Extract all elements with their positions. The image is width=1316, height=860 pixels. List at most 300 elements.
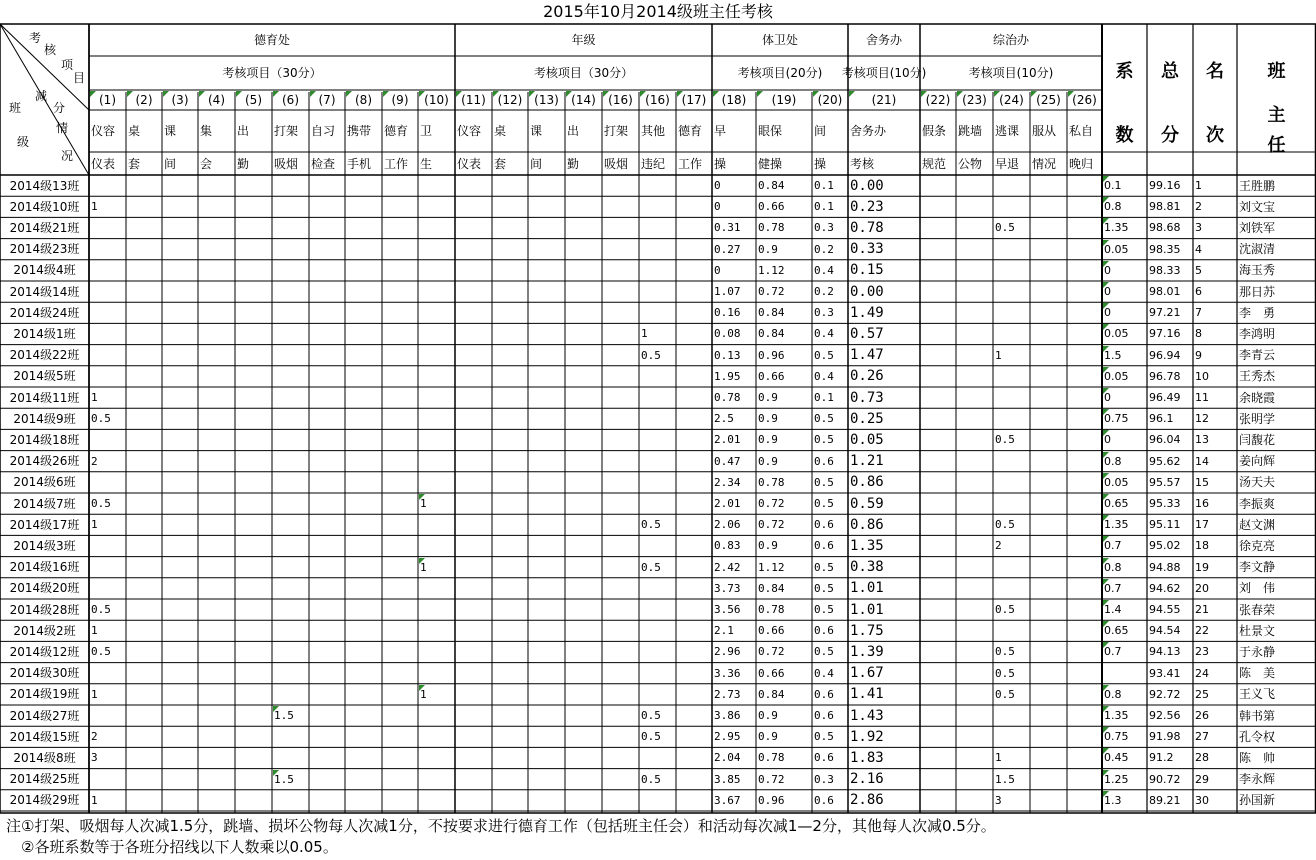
cell-col-18: 0.78 bbox=[714, 391, 741, 405]
column-number-5: (5) bbox=[245, 93, 262, 107]
row-teacher: 杜景文 bbox=[1239, 623, 1276, 638]
cell-col-21: 1.01 bbox=[850, 580, 884, 597]
column-number-16: (16) bbox=[645, 93, 670, 107]
cell-col-1: 1 bbox=[91, 391, 98, 405]
row-teacher: 韩书第 bbox=[1239, 708, 1276, 723]
row-total-score: 98.68 bbox=[1149, 221, 1181, 235]
cell-col-19: 0.66 bbox=[758, 624, 785, 638]
header-total-b: 分 bbox=[1161, 125, 1179, 146]
column-number-22: (22) bbox=[925, 93, 951, 107]
row-coefficient: 0.7 bbox=[1104, 581, 1122, 595]
row-teacher: 孙国新 bbox=[1239, 793, 1276, 808]
cell-col-18: 2.5 bbox=[714, 412, 734, 426]
header-teacher-c: 任 bbox=[1267, 135, 1286, 156]
row-class-name: 2014级6班 bbox=[13, 475, 76, 490]
cell-col-18: 3.73 bbox=[714, 581, 741, 595]
cell-col-18: 2.1 bbox=[714, 624, 734, 638]
row-class-name: 2014级28班 bbox=[9, 602, 80, 617]
cell-col-24: 1 bbox=[995, 348, 1002, 362]
row-teacher: 李青云 bbox=[1239, 348, 1276, 363]
cell-col-24: 0.5 bbox=[995, 645, 1015, 659]
row-total-score: 99.16 bbox=[1149, 179, 1181, 193]
row-total-score: 98.35 bbox=[1149, 242, 1181, 256]
cell-comment-marker bbox=[419, 558, 425, 564]
row-coefficient: 0.8 bbox=[1104, 200, 1122, 214]
row-teacher: 李永辉 bbox=[1239, 772, 1276, 787]
column-comment-marker bbox=[456, 91, 462, 97]
corner-label-7: 况 bbox=[60, 149, 73, 163]
cell-col-20: 0.1 bbox=[814, 179, 834, 193]
header-coef-a: 系 bbox=[1115, 61, 1134, 82]
row-coefficient: 1.3 bbox=[1104, 793, 1122, 807]
cell-col-18: 1.95 bbox=[714, 369, 741, 383]
cell-col-24: 0.5 bbox=[995, 221, 1015, 235]
row-total-score: 98.33 bbox=[1149, 263, 1181, 277]
cell-col-18: 0 bbox=[714, 179, 721, 193]
column-title-bottom-19: 健操 bbox=[758, 156, 783, 171]
column-title-top-6: 打架 bbox=[274, 124, 299, 138]
column-title-bottom-16: 违纪 bbox=[641, 156, 666, 171]
row-coefficient: 0.45 bbox=[1104, 751, 1129, 765]
column-comment-marker bbox=[566, 91, 572, 97]
row-coefficient: 1.5 bbox=[1104, 348, 1122, 362]
row-rank: 3 bbox=[1195, 221, 1202, 235]
row-total-score: 94.54 bbox=[1149, 624, 1181, 638]
column-comment-marker bbox=[1068, 91, 1074, 97]
cell-col-18: 1.07 bbox=[714, 285, 741, 299]
row-coefficient: 0.8 bbox=[1104, 560, 1122, 574]
row-class-name: 2014级25班 bbox=[9, 772, 80, 787]
row-teacher: 刘 伟 bbox=[1239, 581, 1276, 596]
group-subheader-2: 考核项目(20分) bbox=[737, 66, 823, 80]
row-class-name: 2014级12班 bbox=[9, 644, 80, 659]
column-number-19: (19) bbox=[771, 93, 797, 107]
row-coefficient bbox=[1102, 663, 1147, 684]
row-coefficient: 0 bbox=[1104, 263, 1111, 277]
row-class-name: 2014级5班 bbox=[13, 369, 76, 384]
cell-col-1: 0.5 bbox=[91, 412, 111, 426]
cell-col-6: 1.5 bbox=[274, 772, 294, 786]
row-rank: 28 bbox=[1195, 751, 1209, 765]
cell-comment-marker bbox=[419, 685, 425, 691]
cell-comment-marker bbox=[273, 706, 279, 712]
column-title-top-7: 自习 bbox=[311, 124, 336, 138]
column-title-top-2: 桌 bbox=[128, 124, 141, 138]
group-subheader-3: 考核项目(10分) bbox=[841, 66, 927, 80]
cell-col-19: 0.9 bbox=[758, 242, 778, 256]
cell-col-21: 1.21 bbox=[850, 453, 884, 470]
cell-col-21: 1.47 bbox=[850, 347, 884, 364]
cell-col-24: 0.5 bbox=[995, 687, 1015, 701]
cell-col-24: 0.5 bbox=[995, 433, 1015, 447]
cell-col-19: 0.84 bbox=[758, 327, 785, 341]
row-teacher: 李振爽 bbox=[1239, 496, 1276, 511]
row-coefficient: 0 bbox=[1104, 433, 1111, 447]
cell-col-19: 0.96 bbox=[758, 348, 785, 362]
cell-col-21: 1.75 bbox=[850, 622, 884, 639]
column-title-bottom-18: 操 bbox=[714, 156, 727, 171]
cell-col-20: 0.4 bbox=[814, 369, 834, 383]
row-coefficient: 1.35 bbox=[1104, 518, 1129, 532]
row-teacher: 刘文宝 bbox=[1239, 199, 1276, 214]
row-total-score: 96.04 bbox=[1149, 433, 1181, 447]
column-comment-marker bbox=[640, 91, 646, 97]
cell-col-19: 0.96 bbox=[758, 793, 785, 807]
cell-col-16: 0.5 bbox=[641, 348, 661, 362]
cell-col-19: 0.66 bbox=[758, 369, 785, 383]
column-title-top-9: 德育 bbox=[384, 124, 409, 138]
cell-col-19: 0.78 bbox=[758, 475, 785, 489]
column-title-top-16: 其他 bbox=[641, 124, 666, 138]
cell-col-18: 2.42 bbox=[714, 560, 741, 574]
cell-col-19: 0.78 bbox=[758, 751, 785, 765]
cell-col-20: 0.5 bbox=[814, 348, 834, 362]
column-title-bottom-20: 操 bbox=[814, 156, 827, 171]
cell-col-19: 0.66 bbox=[758, 200, 785, 214]
row-rank: 26 bbox=[1195, 709, 1209, 723]
cell-col-20: 0.2 bbox=[814, 285, 834, 299]
column-title-top-15: 打架 bbox=[604, 124, 629, 138]
cell-col-20: 0.5 bbox=[814, 433, 834, 447]
column-title-bottom-24: 早退 bbox=[995, 156, 1020, 171]
column-number-2: (2) bbox=[135, 93, 153, 107]
row-teacher: 刘铁军 bbox=[1239, 220, 1276, 235]
column-comment-marker bbox=[493, 91, 499, 97]
row-class-name: 2014级23班 bbox=[9, 242, 80, 257]
row-total-score: 92.72 bbox=[1149, 687, 1181, 701]
cell-col-16: 1 bbox=[641, 327, 648, 341]
column-comment-marker bbox=[529, 91, 535, 97]
cell-col-20: 0.1 bbox=[814, 391, 834, 405]
row-rank: 4 bbox=[1195, 242, 1202, 256]
row-rank: 2 bbox=[1195, 200, 1202, 214]
column-title-bottom-22: 规范 bbox=[922, 156, 947, 171]
cell-col-20: 0.5 bbox=[814, 603, 834, 617]
note-line-2: ②各班系数等于各班分招线以下人数乘以0.05。 bbox=[6, 837, 338, 856]
cell-col-20: 0.2 bbox=[814, 242, 834, 256]
column-number-1: (1) bbox=[99, 93, 116, 107]
row-class-name: 2014级14班 bbox=[9, 284, 80, 299]
cell-col-18: 3.56 bbox=[714, 603, 741, 617]
column-number-9: (9) bbox=[391, 93, 409, 107]
cell-col-21: 2.86 bbox=[850, 792, 884, 809]
column-title-bottom-13: 间 bbox=[530, 156, 543, 171]
column-title-bottom-1: 仪表 bbox=[91, 156, 116, 171]
row-total-score: 93.41 bbox=[1149, 666, 1181, 680]
row-teacher: 张春荣 bbox=[1239, 602, 1276, 617]
cell-col-19: 0.9 bbox=[758, 709, 778, 723]
cell-col-19: 1.12 bbox=[758, 263, 785, 277]
cell-col-24: 1 bbox=[995, 751, 1002, 765]
row-total-score: 94.55 bbox=[1149, 603, 1181, 617]
column-number-17: (17) bbox=[681, 93, 707, 107]
column-number-6: (6) bbox=[282, 93, 299, 107]
cell-col-20: 0.6 bbox=[814, 751, 834, 765]
cell-col-20: 0.3 bbox=[814, 772, 834, 786]
column-number-25: (25) bbox=[1036, 93, 1061, 107]
corner-label-1: 核 bbox=[43, 43, 56, 57]
row-rank: 14 bbox=[1195, 454, 1209, 468]
row-rank: 17 bbox=[1195, 518, 1209, 532]
cell-col-21: 0.86 bbox=[850, 474, 884, 491]
corner-label-2: 项 bbox=[60, 58, 73, 72]
row-class-name: 2014级10班 bbox=[9, 199, 80, 214]
row-coefficient: 0.8 bbox=[1104, 454, 1122, 468]
cell-col-18: 0 bbox=[714, 200, 721, 214]
column-title-bottom-12: 套 bbox=[494, 156, 507, 171]
column-comment-marker bbox=[603, 91, 609, 97]
row-total-score: 95.62 bbox=[1149, 454, 1181, 468]
row-teacher: 孔令权 bbox=[1239, 729, 1276, 744]
row-class-name: 2014级9班 bbox=[13, 411, 76, 426]
cell-col-19: 0.9 bbox=[758, 412, 778, 426]
cell-col-20: 0.6 bbox=[814, 518, 834, 532]
row-class-name: 2014级22班 bbox=[9, 348, 80, 363]
row-total-score: 96.78 bbox=[1149, 369, 1181, 383]
column-title-top-1: 仪容 bbox=[91, 124, 116, 138]
row-coefficient: 0.75 bbox=[1104, 730, 1129, 744]
row-rank: 19 bbox=[1195, 560, 1209, 574]
cell-col-19: 0.9 bbox=[758, 730, 778, 744]
row-teacher: 陈 美 bbox=[1239, 666, 1276, 681]
column-comment-marker bbox=[90, 91, 96, 97]
corner-label-8: 班 bbox=[8, 101, 21, 115]
cell-col-19: 0.78 bbox=[758, 603, 785, 617]
column-title-top-8: 携带 bbox=[347, 124, 372, 138]
cell-col-20: 0.6 bbox=[814, 709, 834, 723]
row-total-score: 91.98 bbox=[1149, 730, 1181, 744]
column-comment-marker bbox=[383, 91, 389, 97]
column-comment-marker bbox=[310, 91, 316, 97]
cell-col-18: 0.47 bbox=[714, 454, 741, 468]
column-title-bottom-3: 间 bbox=[164, 156, 177, 171]
cell-col-21: 2.16 bbox=[850, 771, 884, 788]
column-comment-marker bbox=[757, 91, 763, 97]
row-total-score: 97.16 bbox=[1149, 327, 1181, 341]
cell-col-18: 0.31 bbox=[714, 221, 741, 235]
row-coefficient: 0.05 bbox=[1104, 327, 1129, 341]
column-title-bottom-21: 考核 bbox=[850, 156, 875, 171]
row-class-name: 2014级1班 bbox=[13, 326, 76, 341]
column-number-7: (7) bbox=[318, 93, 336, 107]
column-number-11: (11) bbox=[461, 93, 486, 107]
note-line-1: 注①打架、吸烟每人次减1.5分，跳墙、损坏公物每人次减1分，不按要求进行德育工作（包括班主任会）和活动每次减1—2分，其他每人次减0.5分。 bbox=[6, 816, 996, 835]
cell-col-18: 2.01 bbox=[714, 497, 741, 511]
row-class-name: 2014级29班 bbox=[9, 793, 80, 808]
row-teacher: 姜向辉 bbox=[1239, 454, 1276, 469]
row-rank: 9 bbox=[1195, 348, 1202, 362]
cell-col-19: 0.9 bbox=[758, 391, 778, 405]
cell-col-21: 0.33 bbox=[850, 241, 884, 258]
row-rank: 24 bbox=[1195, 666, 1209, 680]
column-number-13: (13) bbox=[534, 93, 559, 107]
cell-col-1: 1 bbox=[91, 793, 98, 807]
column-title-top-26: 私自 bbox=[1069, 124, 1094, 138]
row-total-score: 96.49 bbox=[1149, 391, 1181, 405]
column-title-bottom-15: 吸烟 bbox=[604, 156, 629, 171]
row-teacher: 那日苏 bbox=[1239, 284, 1276, 299]
row-total-score: 96.94 bbox=[1149, 348, 1181, 362]
column-number-18: (18) bbox=[721, 93, 747, 107]
cell-col-19: 1.12 bbox=[758, 560, 785, 574]
row-coefficient: 1.35 bbox=[1104, 221, 1129, 235]
column-comment-marker bbox=[677, 91, 683, 97]
row-teacher: 李文静 bbox=[1239, 560, 1276, 575]
row-rank: 11 bbox=[1195, 391, 1209, 405]
row-class-name: 2014级20班 bbox=[9, 581, 80, 596]
cell-col-21: 1.43 bbox=[850, 707, 884, 724]
cell-col-21: 0.05 bbox=[850, 431, 884, 448]
row-total-score: 98.01 bbox=[1149, 285, 1181, 299]
row-rank: 7 bbox=[1195, 306, 1202, 320]
column-number-21: (21) bbox=[871, 93, 897, 107]
row-total-score: 90.72 bbox=[1149, 772, 1181, 786]
header-coef-b: 数 bbox=[1115, 125, 1134, 146]
row-teacher: 李鸿明 bbox=[1239, 326, 1276, 341]
cell-col-21: 1.49 bbox=[850, 304, 884, 321]
column-number-4: (4) bbox=[208, 93, 225, 107]
cell-col-1: 3 bbox=[91, 751, 98, 765]
row-class-name: 2014级16班 bbox=[9, 560, 80, 575]
cell-col-19: 0.9 bbox=[758, 539, 778, 553]
cell-col-24: 0.5 bbox=[995, 603, 1015, 617]
row-teacher: 赵文渊 bbox=[1239, 517, 1276, 532]
row-coefficient: 0.05 bbox=[1104, 369, 1129, 383]
row-class-name: 2014级24班 bbox=[9, 305, 80, 320]
cell-col-24: 0.5 bbox=[995, 518, 1015, 532]
cell-col-1: 2 bbox=[91, 730, 98, 744]
column-comment-marker bbox=[921, 91, 927, 97]
row-teacher: 王胜鹏 bbox=[1239, 178, 1276, 193]
group-header-4: 综治办 bbox=[992, 33, 1029, 47]
cell-col-20: 0.5 bbox=[814, 412, 834, 426]
cell-col-18: 0.13 bbox=[714, 348, 741, 362]
group-header-3: 舍务办 bbox=[865, 33, 902, 47]
cell-col-21: 1.01 bbox=[850, 601, 884, 618]
row-rank: 20 bbox=[1195, 581, 1209, 595]
column-title-top-23: 跳墙 bbox=[958, 124, 983, 138]
cell-col-19: 0.66 bbox=[758, 666, 785, 680]
row-total-score: 95.11 bbox=[1149, 518, 1181, 532]
group-subheader-1: 考核项目（30分） bbox=[533, 66, 634, 80]
header-rank-a: 名 bbox=[1206, 61, 1224, 82]
cell-col-20: 0.3 bbox=[814, 221, 834, 235]
cell-col-21: 0.86 bbox=[850, 516, 884, 533]
row-coefficient: 1.4 bbox=[1104, 603, 1122, 617]
row-coefficient: 0.7 bbox=[1104, 645, 1122, 659]
cell-col-21: 0.38 bbox=[850, 559, 884, 576]
row-teacher: 闫馥花 bbox=[1239, 432, 1276, 447]
group-header-0: 德育处 bbox=[253, 33, 290, 47]
header-total-a: 总 bbox=[1161, 61, 1179, 82]
cell-col-21: 1.67 bbox=[850, 665, 884, 682]
group-subheader-4: 考核项目(10分) bbox=[968, 66, 1054, 80]
cell-col-20: 0.3 bbox=[814, 306, 834, 320]
cell-comment-marker bbox=[273, 770, 279, 776]
cell-col-24: 2 bbox=[995, 539, 1002, 553]
row-rank: 6 bbox=[1195, 285, 1202, 299]
cell-col-20: 0.4 bbox=[814, 666, 834, 680]
column-number-12: (12) bbox=[497, 93, 523, 107]
cell-col-10: 1 bbox=[420, 687, 427, 701]
column-number-23: (23) bbox=[962, 93, 987, 107]
cell-col-21: 0.00 bbox=[850, 177, 884, 194]
row-coefficient: 0.75 bbox=[1104, 412, 1129, 426]
cell-col-1: 0.5 bbox=[91, 603, 111, 617]
column-title-bottom-11: 仪表 bbox=[457, 156, 482, 171]
row-rank: 30 bbox=[1195, 793, 1209, 807]
row-total-score: 94.13 bbox=[1149, 645, 1181, 659]
column-title-top-4: 集 bbox=[200, 124, 213, 138]
row-class-name: 2014级27班 bbox=[9, 708, 80, 723]
cell-col-24: 0.5 bbox=[995, 666, 1015, 680]
column-comment-marker bbox=[1031, 91, 1037, 97]
row-coefficient: 1.25 bbox=[1104, 772, 1129, 786]
column-number-24: (24) bbox=[999, 93, 1024, 107]
row-coefficient: 0.65 bbox=[1104, 624, 1129, 638]
row-class-name: 2014级19班 bbox=[9, 687, 80, 702]
cell-col-19: 0.84 bbox=[758, 306, 785, 320]
column-title-bottom-23: 公物 bbox=[958, 156, 983, 171]
row-total-score: 97.21 bbox=[1149, 306, 1181, 320]
row-rank: 23 bbox=[1195, 645, 1209, 659]
cell-col-1: 2 bbox=[91, 454, 98, 468]
cell-col-21: 0.00 bbox=[850, 283, 884, 300]
row-coefficient: 0.1 bbox=[1104, 179, 1122, 193]
group-header-2: 体卫处 bbox=[761, 33, 798, 47]
row-teacher: 海玉秀 bbox=[1239, 263, 1276, 278]
column-title-top-5: 出 bbox=[237, 124, 250, 138]
column-title-top-11: 仪容 bbox=[457, 124, 482, 138]
header-rank-b: 次 bbox=[1206, 125, 1224, 146]
row-total-score: 98.81 bbox=[1149, 200, 1181, 214]
cell-col-18: 0.08 bbox=[714, 327, 741, 341]
cell-col-21: 0.57 bbox=[850, 325, 884, 342]
cell-col-1: 1 bbox=[91, 200, 98, 214]
cell-col-19: 0.78 bbox=[758, 221, 785, 235]
column-title-top-13: 课 bbox=[530, 124, 543, 138]
row-class-name: 2014级7班 bbox=[13, 496, 76, 511]
row-class-name: 2014级13班 bbox=[9, 178, 80, 193]
row-coefficient: 0.05 bbox=[1104, 475, 1129, 489]
row-total-score: 96.1 bbox=[1149, 412, 1174, 426]
row-total-score: 91.2 bbox=[1149, 751, 1174, 765]
row-teacher: 王秀杰 bbox=[1239, 369, 1276, 384]
column-title-bottom-4: 会 bbox=[200, 156, 213, 171]
column-title-top-14: 出 bbox=[567, 124, 580, 138]
row-teacher: 余晓霞 bbox=[1239, 390, 1276, 405]
row-total-score: 94.62 bbox=[1149, 581, 1181, 595]
cell-col-20: 0.4 bbox=[814, 327, 834, 341]
group-header-1: 年级 bbox=[571, 33, 596, 47]
column-title-bottom-26: 晚归 bbox=[1069, 156, 1094, 171]
column-number-3: (3) bbox=[171, 93, 189, 107]
cell-col-21: 1.35 bbox=[850, 537, 884, 554]
row-teacher: 王义飞 bbox=[1239, 687, 1276, 702]
column-comment-marker bbox=[236, 91, 242, 97]
column-title-top-12: 桌 bbox=[494, 124, 507, 138]
row-rank: 13 bbox=[1195, 433, 1209, 447]
row-coefficient: 0.7 bbox=[1104, 539, 1122, 553]
column-title-top-21: 舍务办 bbox=[850, 124, 887, 138]
cell-col-19: 0.72 bbox=[758, 772, 785, 786]
row-coefficient: 0 bbox=[1104, 306, 1111, 320]
row-teacher: 汤天夫 bbox=[1239, 475, 1276, 490]
row-coefficient: 1.35 bbox=[1104, 709, 1129, 723]
cell-col-20: 0.5 bbox=[814, 475, 834, 489]
cell-comment-marker bbox=[419, 494, 425, 500]
row-class-name: 2014级17班 bbox=[9, 517, 80, 532]
